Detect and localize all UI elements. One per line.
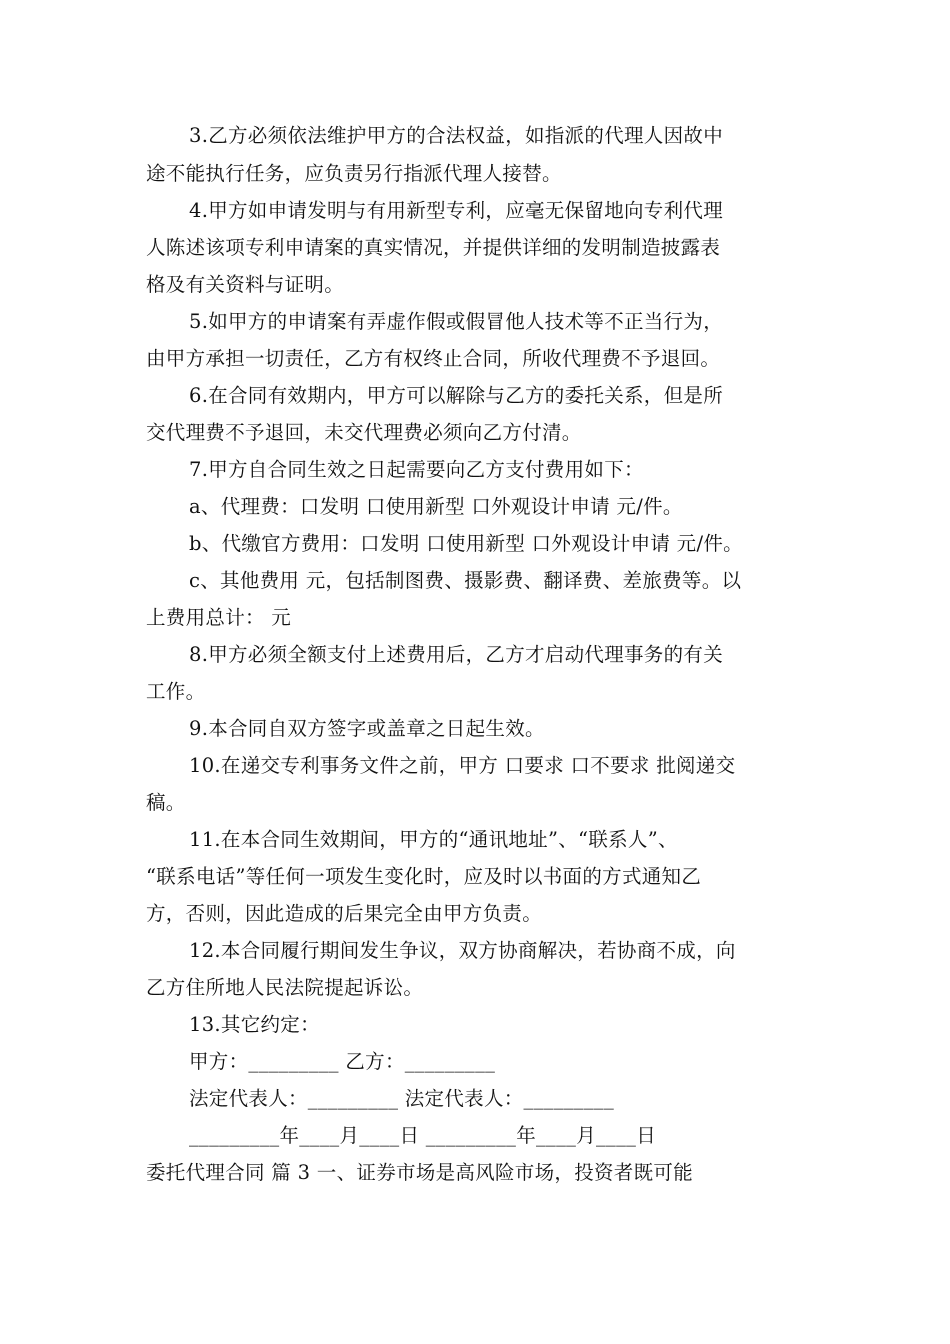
signature-dates: _________年____月____日 _________年____月____日 [189,1124,656,1147]
paragraph-12-line-1: 12.本合同履行期间发生争议，双方协商解决，若协商不成，向 [189,939,736,962]
fee-item-c-line-2: 上费用总计： 元 [146,606,292,629]
paragraph-4-line-2: 人陈述该项专利申请案的真实情况，并提供详细的发明制造披露表 [146,236,721,259]
next-section-heading: 委托代理合同 篇 3 一、证券市场是高风险市场，投资者既可能 [146,1161,694,1184]
paragraph-8-line-1: 8.甲方必须全额支付上述费用后，乙方才启动代理事务的有关 [189,643,724,666]
paragraph-13: 13.其它约定： [189,1013,320,1036]
paragraph-6-line-1: 6.在合同有效期内，甲方可以解除与乙方的委托关系，但是所 [189,384,724,407]
paragraph-12-line-2: 乙方住所地人民法院提起诉讼。 [146,976,424,999]
paragraph-8-line-2: 工作。 [146,680,206,703]
fee-item-b: b、代缴官方费用：口发明 口使用新型 口外观设计申请 元/件。 [189,532,743,555]
paragraph-11-line-3: 方，否则，因此造成的后果完全由甲方负责。 [146,902,543,925]
paragraph-10-line-2: 稿。 [146,791,186,814]
paragraph-6-line-2: 交代理费不予退回，未交代理费必须向乙方付清。 [146,421,582,444]
paragraph-5-line-2: 由甲方承担一切责任，乙方有权终止合同，所收代理费不予退回。 [146,347,721,370]
paragraph-3-line-1: 3.乙方必须依法维护甲方的合法权益，如指派的代理人因故中 [189,124,724,147]
paragraph-11-line-1: 11.在本合同生效期间，甲方的“通讯地址”、“联系人”、 [189,828,678,851]
paragraph-4-line-1: 4.甲方如申请发明与有用新型专利，应毫无保留地向专利代理 [189,199,724,222]
paragraph-11-line-2: “联系电话”等任何一项发生变化时，应及时以书面的方式通知乙 [146,865,702,888]
paragraph-5-line-1: 5.如甲方的申请案有弄虚作假或假冒他人技术等不正当行为， [189,310,724,333]
paragraph-3-line-2: 途不能执行任务，应负责另行指派代理人接替。 [146,162,562,185]
paragraph-4-line-3: 格及有关资料与证明。 [146,273,345,296]
fee-item-a: a、代理费：口发明 口使用新型 口外观设计申请 元/件。 [189,495,683,518]
paragraph-9: 9.本合同自双方签字或盖章之日起生效。 [189,717,545,740]
signature-parties: 甲方：_________ 乙方：_________ [189,1050,496,1073]
signature-representatives: 法定代表人：_________ 法定代表人：_________ [189,1087,614,1110]
paragraph-7-line-1: 7.甲方自合同生效之日起需要向乙方支付费用如下： [189,458,644,481]
fee-item-c-line-1: c、其他费用 元，包括制图费、摄影费、翻译费、差旅费等。以 [189,569,742,592]
paragraph-10-line-1: 10.在递交专利事务文件之前，甲方 口要求 口不要求 批阅递交 [189,754,736,777]
